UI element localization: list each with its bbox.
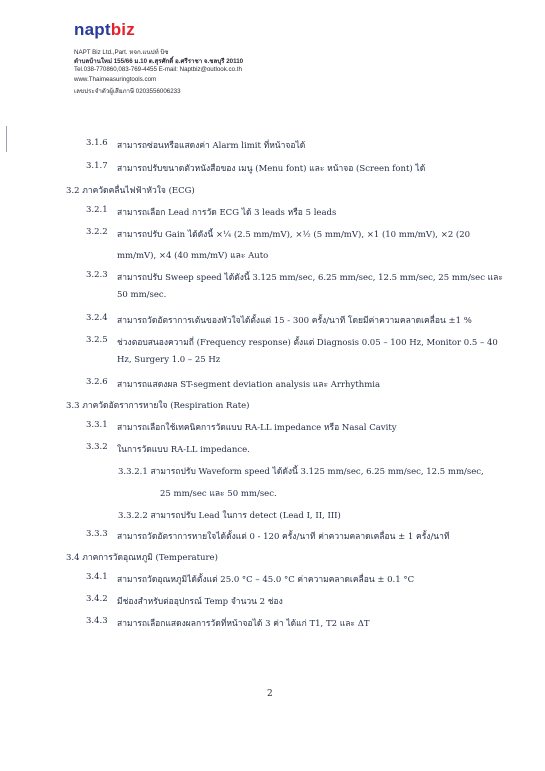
- item-number: 3.3.1: [86, 420, 108, 430]
- section-heading: 3.3 ภาควัดอัตราการหายใจ (Respiration Rate): [66, 401, 250, 411]
- item-number: 3.2.5: [86, 335, 108, 345]
- item-number: 3.2.1: [86, 205, 108, 215]
- spec-line-continued: mm/mV), ×4 (40 mm/mV) และ Auto: [117, 251, 269, 261]
- company-contact: Tel.038-770860,083-769-4455 E-mail: Naptbiz@outlook.co.th: [74, 66, 242, 73]
- item-number: 3.4.2: [86, 594, 108, 604]
- spec-line-continued: Hz, Surgery 1.0 – 25 Hz: [117, 355, 221, 365]
- company-website: www.Thaimeasuringtools.com: [74, 76, 157, 83]
- spec-line: สามารถปรับ Gain ได้ดังนี้ ×¼ (2.5 mm/mV), ×½ (5 mm/mV), ×1 (10 mm/mV), ×2 (20: [117, 230, 471, 240]
- spec-line: ในการวัดแบบ RA-LL impedance.: [117, 445, 250, 455]
- section-heading: 3.2 ภาควัดคลื่นไฟฟ้าหัวใจ (ECG): [66, 186, 195, 196]
- company-logo: naptbiz: [74, 20, 135, 39]
- item-number: 3.4.1: [86, 572, 108, 582]
- spec-line: สามารถเลือก Lead การวัด ECG ได้ 3 leads หรือ 5 leads: [117, 208, 337, 218]
- item-number: 3.1.6: [86, 138, 108, 148]
- spec-line: สามารถแสดงผล ST-segment deviation analysis และ Arrhythmia: [117, 380, 381, 390]
- company-tax-id: เลขประจำตัวผู้เสียภาษี 0203556006233: [74, 88, 181, 95]
- margin-mark: [6, 126, 7, 152]
- spec-line: ช่วงตอบสนองความถี่ (Frequency response) ตั้งแต่ Diagnosis 0.05 – 100 Hz, Monitor 0.5 – 40: [117, 338, 498, 348]
- item-number: 3.2.3: [86, 270, 108, 280]
- spec-line: สามารถซ่อนหรือแสดงค่า Alarm limit ที่หน้าจอได้: [117, 141, 306, 151]
- item-number: 3.2.2: [86, 227, 108, 237]
- spec-line: สามารถเลือกแสดงผลการวัดที่หน้าจอได้ 3 ค่า ได้แก่ T1, T2 และ ΔT: [117, 619, 370, 629]
- spec-line: สามารถปรับขนาดตัวหนังสือของ เมนู (Menu font) และ หน้าจอ (Screen font) ได้: [117, 164, 426, 174]
- sub-spec-line-continued: 25 mm/sec และ 50 mm/sec.: [160, 489, 277, 499]
- company-name: NAPT Biz Ltd.,Part. หจก.แนปท์ บิซ: [74, 49, 169, 56]
- item-number: 3.2.4: [86, 313, 108, 323]
- spec-line: สามารถวัดอัตราการหายใจได้ตั้งแต่ 0 - 120 ครั้ง/นาที ค่าความคลาดเคลื่อน ± 1 ครั้ง/นาที: [117, 532, 450, 542]
- spec-line: สามารถวัดอัตราการเต้นของหัวใจได้ตั้งแต่ 15 - 300 ครั้ง/นาที โดยมีค่าความคลาดเคลื่อน ±1 %: [117, 316, 472, 326]
- item-number: 3.3.3: [86, 529, 108, 539]
- sub-spec-line: 3.3.2.1 สามารถปรับ Waveform speed ได้ดังนี้ 3.125 mm/sec, 6.25 mm/sec, 12.5 mm/sec,: [118, 467, 484, 477]
- section-heading: 3.4 ภาคการวัดอุณหภูมิ (Temperature): [66, 553, 218, 563]
- item-number: 3.4.3: [86, 616, 108, 626]
- item-number: 3.2.6: [86, 377, 108, 387]
- page-number: 2: [267, 689, 273, 699]
- company-address: ตำบลบ้านใหม่ 155/66 ม.10 ต.สุรศักดิ์ อ.ศรีราชา จ.ชลบุรี 20110: [74, 58, 244, 65]
- sub-spec-line: 3.3.2.2 สามารถปรับ Lead ในการ detect (Lead I, II, III): [118, 511, 341, 521]
- spec-line: สามารถวัดอุณหภูมิได้ตั้งแต่ 25.0 °C – 45.0 °C ค่าความคลาดเคลื่อน ± 0.1 °C: [117, 575, 415, 585]
- spec-line: มีช่องสำหรับต่ออุปกรณ์ Temp จำนวน 2 ช่อง: [117, 597, 283, 607]
- item-number: 3.1.7: [86, 161, 108, 171]
- spec-line: สามารถเลือกใช้เทคนิคการวัดแบบ RA-LL impedance หรือ Nasal Cavity: [117, 423, 397, 433]
- spec-line-continued: 50 mm/sec.: [117, 290, 167, 300]
- item-number: 3.3.2: [86, 442, 108, 452]
- spec-line: สามารถปรับ Sweep speed ได้ดังนี้ 3.125 mm/sec, 6.25 mm/sec, 12.5 mm/sec, 25 mm/sec และ: [117, 273, 503, 283]
